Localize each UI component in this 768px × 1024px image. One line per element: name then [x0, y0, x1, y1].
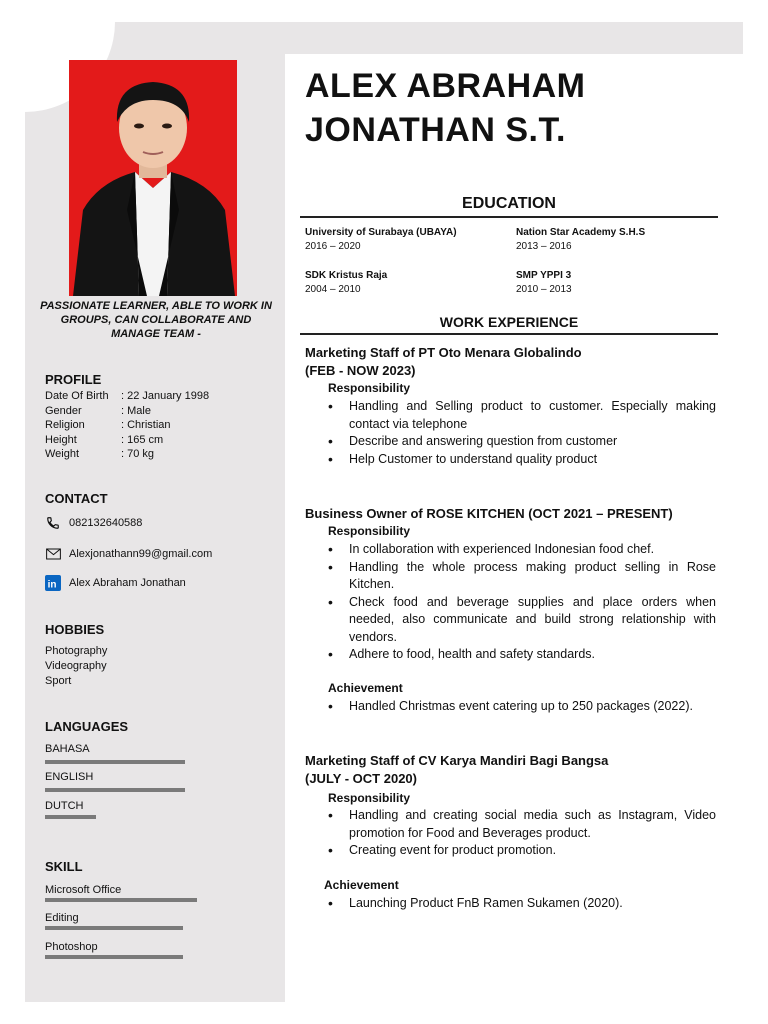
profile-row — [45, 404, 209, 419]
skill-level-bar — [45, 898, 197, 902]
job-period: (JULY - OCT 2020) — [305, 771, 417, 786]
list-item: • Check food and beverage supplies and place orders when needed, also communicate and build strong relationship with vendors. — [328, 594, 716, 647]
list-item: • Handling and Selling product to customer. Especially making contact via telephone — [328, 398, 716, 433]
profile-row — [45, 433, 209, 448]
name-line-2: JONATHAN S.T. — [305, 111, 566, 149]
profile-key: Weight — [45, 448, 80, 460]
phone-number[interactable]: 082132640588 — [69, 517, 143, 529]
profile-row — [45, 447, 209, 462]
education-divider — [300, 216, 718, 218]
education-item — [516, 269, 572, 297]
profile-key: Height — [45, 433, 77, 446]
responsibility-list — [328, 807, 716, 860]
list-item: • In collaboration with experienced Indonesian food chef. — [328, 541, 716, 559]
work-divider — [300, 333, 718, 335]
education-item — [516, 226, 645, 254]
achievement-list — [328, 698, 716, 716]
profile-heading: PROFILE — [45, 372, 102, 387]
phone-icon — [45, 515, 61, 531]
job-period: (FEB - NOW 2023) — [305, 363, 416, 378]
education-item — [305, 269, 387, 297]
job-title — [305, 344, 582, 380]
school-name: Nation Star Academy S.H.S — [516, 227, 646, 238]
profile-value: : Christian — [121, 419, 171, 431]
hobby-item: Videography — [45, 660, 107, 672]
school-years: 2010 – 2013 — [516, 284, 572, 295]
profile-value: : Male — [121, 404, 151, 417]
skill-label: Microsoft Office — [45, 884, 122, 896]
school-name: University of Surabaya (UBAYA) — [305, 227, 457, 238]
contact-linkedin — [45, 575, 186, 591]
list-item: • Creating event for product promotion. — [328, 842, 716, 860]
responsibility-label: Responsibility — [328, 524, 411, 538]
envelope-icon — [45, 546, 61, 562]
profile-row — [45, 418, 209, 433]
tagline: PASSIONATE LEARNER, ABLE TO WORK IN GROUPS, CAN COLLABORATE AND MANAGE TEAM - — [40, 300, 272, 340]
language-label: BAHASA — [45, 743, 90, 755]
list-item: • Launching Product FnB Ramen Sukamen (2020). — [328, 895, 716, 913]
hobby-item: Photography — [45, 645, 108, 657]
education-item — [305, 226, 457, 254]
profile-key: Religion — [45, 419, 85, 431]
school-years: 2016 – 2020 — [305, 241, 361, 252]
contact-email — [45, 546, 212, 562]
school-name: SDK Kristus Raja — [305, 270, 388, 281]
list-item: • Describe and answering question from customer — [328, 433, 716, 451]
linkedin-icon — [45, 575, 61, 591]
list-item: • Help Customer to understand quality product — [328, 451, 716, 469]
language-label: DUTCH — [45, 800, 84, 812]
hobbies-heading: HOBBIES — [45, 622, 105, 637]
hobby-item: Sport — [45, 675, 72, 687]
contact-heading: CONTACT — [45, 491, 108, 506]
job-title-line: Marketing Staff of CV Karya Mandiri Bagi Bangsa — [305, 753, 609, 768]
responsibility-label: Responsibility — [328, 791, 411, 805]
language-label: ENGLISH — [45, 771, 94, 783]
name-line-1: ALEX ABRAHAM — [305, 67, 586, 105]
skill-level-bar — [45, 926, 183, 930]
language-level-bar — [45, 815, 96, 819]
job-title-line: Marketing Staff of PT Oto Menara Globalindo — [305, 345, 582, 360]
language-level-bar — [45, 760, 185, 764]
skill-level-bar — [45, 955, 183, 959]
profile-table — [45, 389, 209, 462]
contact-phone — [45, 515, 142, 531]
profile-value: : 165 cm — [121, 433, 164, 446]
profile-key: Gender — [45, 404, 82, 417]
profile-value: : 70 kg — [121, 448, 155, 460]
school-years: 2013 – 2016 — [516, 241, 572, 252]
list-item: • Handling the whole process making product selling in Rose Kitchen. — [328, 559, 716, 594]
job-title — [305, 752, 608, 788]
linkedin-name[interactable]: Alex Abraham Jonathan — [69, 577, 186, 589]
profile-row — [45, 389, 209, 404]
achievement-label: Achievement — [328, 681, 403, 695]
list-item: • Handling and creating social media such as Instagram, Video promotion for Food and Beverages product. — [328, 807, 716, 842]
achievement-label: Achievement — [324, 878, 399, 892]
language-level-bar — [45, 788, 185, 792]
list-item: • Adhere to food, health and safety standards. — [328, 646, 716, 664]
skill-label: Photoshop — [45, 941, 98, 953]
responsibility-list — [328, 541, 716, 664]
skill-heading: SKILL — [45, 859, 83, 874]
hobbies-list — [45, 644, 107, 689]
profile-photo — [69, 60, 237, 296]
work-heading: WORK EXPERIENCE — [439, 314, 579, 330]
email-address[interactable]: Alexjonathann99@gmail.com — [69, 548, 213, 560]
responsibility-label: Responsibility — [328, 381, 411, 395]
school-years: 2004 – 2010 — [305, 284, 361, 295]
job-title-line: Business Owner of ROSE KITCHEN (OCT 2021 – PRESENT) — [305, 506, 673, 521]
languages-heading: LANGUAGES — [45, 719, 129, 734]
school-name: SMP YPPI 3 — [516, 270, 572, 281]
svg-text:in: in — [47, 579, 57, 591]
job-title — [305, 505, 673, 523]
profile-value: : 22 January 1998 — [121, 390, 210, 402]
education-heading: EDUCATION — [462, 195, 556, 212]
achievement-list — [328, 895, 716, 913]
list-item: • Handled Christmas event catering up to 250 packages (2022). — [328, 698, 716, 716]
profile-key: Date Of Birth — [45, 390, 109, 402]
skill-label: Editing — [45, 912, 79, 924]
full-name — [305, 64, 586, 152]
responsibility-list — [328, 398, 716, 468]
